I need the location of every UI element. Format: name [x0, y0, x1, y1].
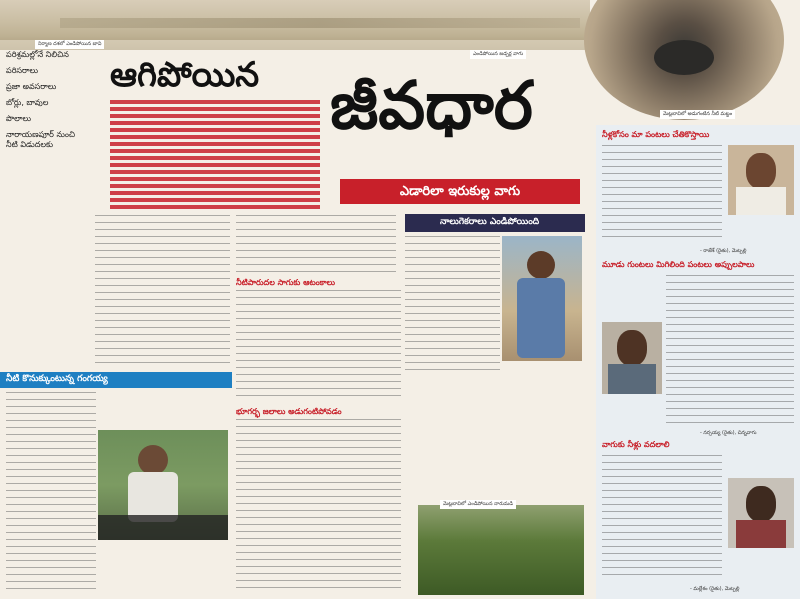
farmer-photo-4: [728, 478, 794, 548]
top-photo-caption: నిర్మాణ దశలో ఎండిపోయిన బావి: [35, 40, 104, 49]
well-photo: [584, 0, 784, 120]
photo-caption-top-right: మెట్లబావిలో అడుగంటిన నీటి మట్టం: [660, 110, 735, 119]
photo-caption-top-center: ఎండిపోయిన జడ్చర్ల వాగు: [470, 50, 526, 59]
intro-paragraph: [110, 100, 320, 210]
section-yield: నీటిపారుదల సాగుకు ఆటంకాలు: [236, 278, 336, 287]
byline-right-1: - రాజేశ్ (రైతు), మెట్పల్లి: [700, 248, 747, 254]
byline-right-2: - నర్సయ్య (రైతు), చిన్నవాగు: [700, 430, 757, 436]
headline-big: జీవధార: [330, 66, 533, 144]
section-groundwater: భూగర్భ జలాలు అడుగంటిపోవడం: [236, 407, 342, 416]
sidebar-point: పరిశ్రమల్లోనే నిలిచిన: [6, 50, 69, 59]
section-gangaiah: నీటి కొనుక్కుంటున్న గంగయ్య: [6, 374, 108, 384]
sidebar-point: ప్రజా అవసరాలు: [6, 82, 57, 91]
section-drying-wells: నాలుగెకరాలు ఎండిపోయింది: [440, 217, 540, 227]
section-right-3: వాగుకు నీళ్లు వదలాలి: [602, 440, 670, 449]
column-2b-text: [236, 290, 401, 400]
headline-small: ఆగిపోయిన: [110, 55, 260, 95]
sidebar-point: నారాయణపూర్ నుంచి నీటి విడుదలకు: [6, 130, 76, 149]
gangaiah-photo: [98, 430, 228, 540]
section-right-1: నీళ్లకోసం మా పంటలు చేతికొస్తాయి: [602, 130, 710, 139]
column-2-text: [236, 215, 396, 275]
sidebar-bullets: [6, 50, 86, 156]
right-text-3: [602, 455, 722, 580]
crop-field-photo: [418, 505, 584, 595]
farmer-photo-2: [728, 145, 794, 215]
subheadline-bar: ఎడారిలా ఇరుకుల్ల వాగు: [340, 179, 580, 204]
gangaiah-text: [6, 392, 96, 592]
caption-crops: మెట్లబావిలో ఎండిపోయిన నారుమడి: [440, 500, 516, 509]
section-right-2: మూడు గుంటలు మిగిలింది పంటలు అప్పులపాలు: [602, 260, 755, 269]
right-text-1: [602, 145, 722, 240]
drying-text: [405, 236, 500, 376]
sidebar-point: బోర్లు, బావుల: [6, 98, 49, 107]
farmer-photo-1: [502, 236, 582, 361]
farmer-photo-3: [602, 322, 662, 394]
sidebar-point: పొలాలు: [6, 114, 31, 123]
column-2c-text: [236, 419, 401, 594]
right-text-2: [666, 275, 794, 425]
sidebar-point: పరిసరాలు: [6, 66, 38, 75]
column-1-text: [95, 215, 230, 365]
byline-right-3: - మల్లేశం (రైతు), మెట్పల్లి: [690, 586, 740, 592]
